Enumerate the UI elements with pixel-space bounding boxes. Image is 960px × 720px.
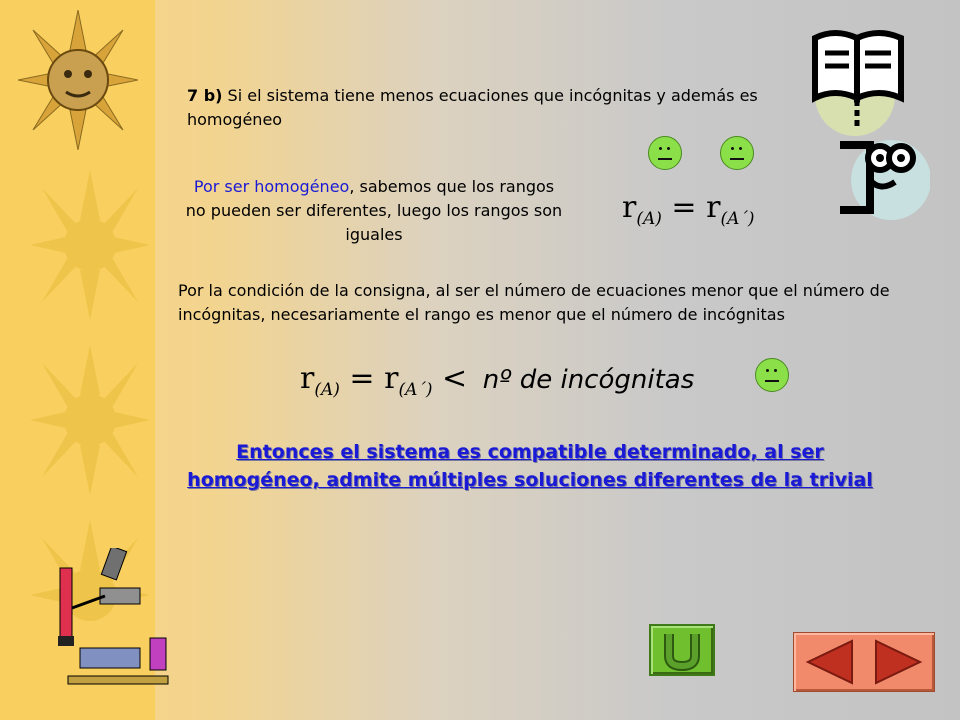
smiley-icon [648, 136, 682, 170]
condition-paragraph: Por la condición de la consigna, al ser el número de ecuaciones menor que el número de incógnitas, necesariamente el rango es menor que el número de incógnitas [178, 281, 890, 324]
navigation-buttons [793, 632, 935, 692]
sun-icon [30, 170, 150, 320]
formula1-sub-a: (A) [636, 209, 662, 229]
reader-icon [835, 130, 930, 225]
formula1-eq: = [661, 190, 707, 225]
book-icon [805, 28, 915, 138]
conclusion-line-1: Entonces el sistema es compatible determinado, al ser [236, 441, 824, 463]
previous-slide-button[interactable] [794, 633, 864, 691]
rank-equality-formula [622, 190, 755, 229]
formula1-r: r [622, 190, 637, 225]
smiley-icon [720, 136, 754, 170]
sun-icon [30, 345, 150, 495]
homogeneous-highlight: Por ser homogéneo [193, 177, 350, 196]
rank-inequality-formula [300, 361, 694, 400]
return-button[interactable] [649, 624, 715, 676]
formula2-unknowns: nº de incógnitas [482, 365, 695, 395]
microscope-icon [50, 548, 175, 688]
formula2-sub-a: (A) [314, 380, 340, 400]
formula2-sub-a-prime: (A´) [398, 380, 433, 400]
formula1-r2: r [706, 190, 721, 225]
formula2-eq: = [339, 361, 385, 396]
conclusion-line-2: homogéneo, admite múltiples soluciones diferentes de la trivial [187, 469, 873, 491]
sun-face-icon [18, 10, 138, 150]
formula2-r: r [300, 361, 315, 396]
formula2-lt: < [432, 361, 477, 396]
heading-number: 7 b) [187, 86, 223, 105]
formula2-r2: r [384, 361, 399, 396]
formula1-sub-a-prime: (A´) [720, 209, 755, 229]
u-turn-icon [651, 626, 713, 674]
next-slide-button[interactable] [864, 633, 934, 691]
homogeneous-paragraph [184, 175, 564, 247]
triangle-right-icon [864, 633, 934, 691]
homogeneous-rest: , sabemos que los rangos no pueden ser diferentes, luego los rangos son iguales [185, 177, 563, 244]
heading-text [187, 84, 787, 132]
heading-body: Si el sistema tiene menos ecuaciones que incógnitas y además es homogéneo [187, 86, 758, 129]
conclusion-text [160, 438, 900, 494]
triangle-left-icon [794, 633, 864, 691]
smiley-icon [755, 358, 789, 392]
